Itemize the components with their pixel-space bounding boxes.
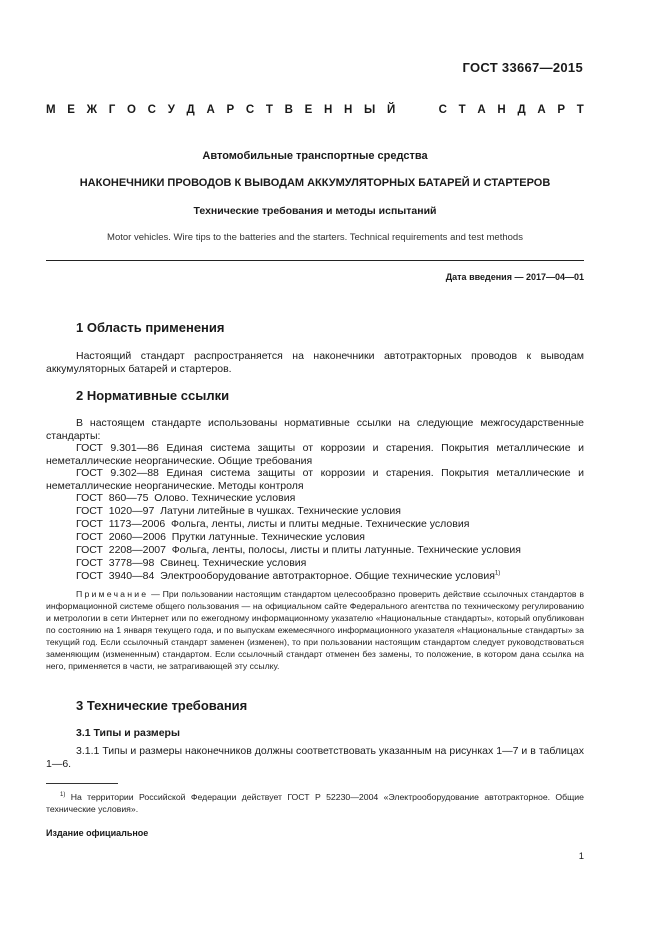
document-title: НАКОНЕЧНИКИ ПРОВОДОВ К ВЫВОДАМ АККУМУЛЯТОРНЫХ БАТАРЕЙ И СТАРТЕРОВ <box>79 177 551 189</box>
reference-item: ГОСТ 2060—2006 Прутки латунные. Технические условия <box>76 531 365 543</box>
banner-letter: Р <box>226 104 235 116</box>
reference-item: ГОСТ 3778—98 Свинец. Технические условия <box>76 557 307 569</box>
banner-letter: С <box>147 104 156 116</box>
section-2-intro-text: В настоящем стандарте использованы нормативные ссылки на следующие межгосударственные стандарты: <box>46 417 584 442</box>
reference-item: ГОСТ 2208—2007 Фольга, ленты, полосы, листы и плиты латунные. Технические условия <box>76 544 521 556</box>
section-3-text <box>46 745 584 770</box>
title-category: Автомобильные транспортные средства <box>202 150 428 162</box>
banner-gap <box>407 104 427 116</box>
reference-item <box>46 467 584 492</box>
banner-letter: Е <box>304 104 313 116</box>
banner-letter: О <box>127 104 136 116</box>
banner-letter: М <box>46 104 56 116</box>
banner-letter: С <box>245 104 255 116</box>
note-block <box>46 588 584 672</box>
reference-item <box>46 442 584 467</box>
banner-letter: А <box>477 104 486 116</box>
banner-letter: Н <box>344 104 353 116</box>
section-2-heading: 2 Нормативные ссылки <box>76 388 230 403</box>
banner-letter: Г <box>108 104 116 116</box>
standard-banner <box>46 104 584 116</box>
section-3-body: 3.1.1 Типы и размеры наконечников должны соответствовать указанным на рисунках 1—7 и в таблицах 1—6. <box>46 745 584 770</box>
banner-letter: Н <box>323 104 333 116</box>
footnote-rule <box>46 783 118 784</box>
edition-label: Издание официальное <box>46 828 149 838</box>
section-1-heading: 1 Область применения <box>76 320 225 335</box>
banner-letter: У <box>167 104 175 116</box>
banner-letter: Т <box>265 104 273 116</box>
title-rule <box>46 260 584 261</box>
footnote-mark: 1) <box>60 792 66 798</box>
banner-letter: А <box>206 104 215 116</box>
footnote-marker: 1) <box>494 570 501 577</box>
reference-text: ГОСТ 3940—84 Электрооборудование автотракторное. Общие технические условия <box>76 570 495 582</box>
banner-letter: В <box>284 104 293 116</box>
document-code: ГОСТ 33667—2015 <box>462 60 583 75</box>
banner-letter: Д <box>517 104 526 116</box>
footnote <box>46 789 584 815</box>
subsection-3-1-heading: 3.1 Типы и размеры <box>76 727 180 739</box>
banner-letter: Т <box>576 104 584 116</box>
banner-letter: Т <box>458 104 466 116</box>
banner-letter: Ж <box>86 104 98 116</box>
banner-letter: С <box>438 104 447 116</box>
reference-item: ГОСТ 1020—97 Латуни литейные в чушках. Технические условия <box>76 505 401 517</box>
english-title: Motor vehicles. Wire tips to the batteries and the starters. Technical requirements and test methods <box>107 232 523 243</box>
page-number: 1 <box>578 851 584 862</box>
reference-item: ГОСТ 1173—2006 Фольга, ленты, листы и плиты медные. Технические условия <box>76 518 470 530</box>
banner-letter: Ы <box>364 104 376 116</box>
section-1-text <box>46 350 584 375</box>
section-3-heading: 3 Технические требования <box>76 698 248 713</box>
section-1-body: Настоящий стандарт распространяется на наконечники автотракторных проводов к выводам аккумуляторных батарей и стартеров. <box>46 350 584 375</box>
document-subtitle: Технические требования и методы испытаний <box>193 205 437 217</box>
note-text: — При пользовании настоящим стандартом целесообразно проверить действие ссылочных стандартов в информационной системе общего пользования — на официальном сайте Федерального агентства по техническому регулированию и метрологии в сети Интернет или по ежегодному информационному указателю «Национальные стандарты», который опубликован по состоянию на 1 января текущего года, и по выпускам ежемесячного информационного указателя «Национальные стандарты» за текущий год. Если ссылочный стандарт заменен (изменен), то при пользовании настоящим стандартом следует руководствоваться заменяющим (измененным) стандартом. Если ссылочный стандарт отменен без замены, то положение, в котором дана ссылка на него, применяется в части, не затрагивающей эту ссылку. <box>46 589 584 671</box>
reference-text: ГОСТ 9.301—86 Единая система защиты от коррозии и старения. Покрытия металлические и неметаллические неорганические. Общие требования <box>46 442 584 467</box>
introduction-date: Дата введения — 2017—04—01 <box>445 272 584 282</box>
reference-item <box>76 570 500 582</box>
section-2-intro <box>46 417 584 442</box>
reference-text: ГОСТ 9.302—88 Единая система защиты от коррозии и старения. Покрытия металлические и неметаллические неорганические. Методы контроля <box>46 467 584 492</box>
reference-item: ГОСТ 860—75 Олово. Технические условия <box>76 492 296 504</box>
banner-letter: А <box>537 104 546 116</box>
banner-letter: Й <box>386 104 396 116</box>
banner-letter: Д <box>186 104 195 116</box>
footnote-text: На территории Российской Федерации действует ГОСТ Р 52230—2004 «Электрооборудование автотракторное. Общие технические условия». <box>46 791 584 814</box>
banner-letter: Р <box>557 104 566 116</box>
banner-letter: Е <box>67 104 75 116</box>
note-label: Примечание <box>76 589 149 599</box>
banner-letter: Н <box>497 104 506 116</box>
